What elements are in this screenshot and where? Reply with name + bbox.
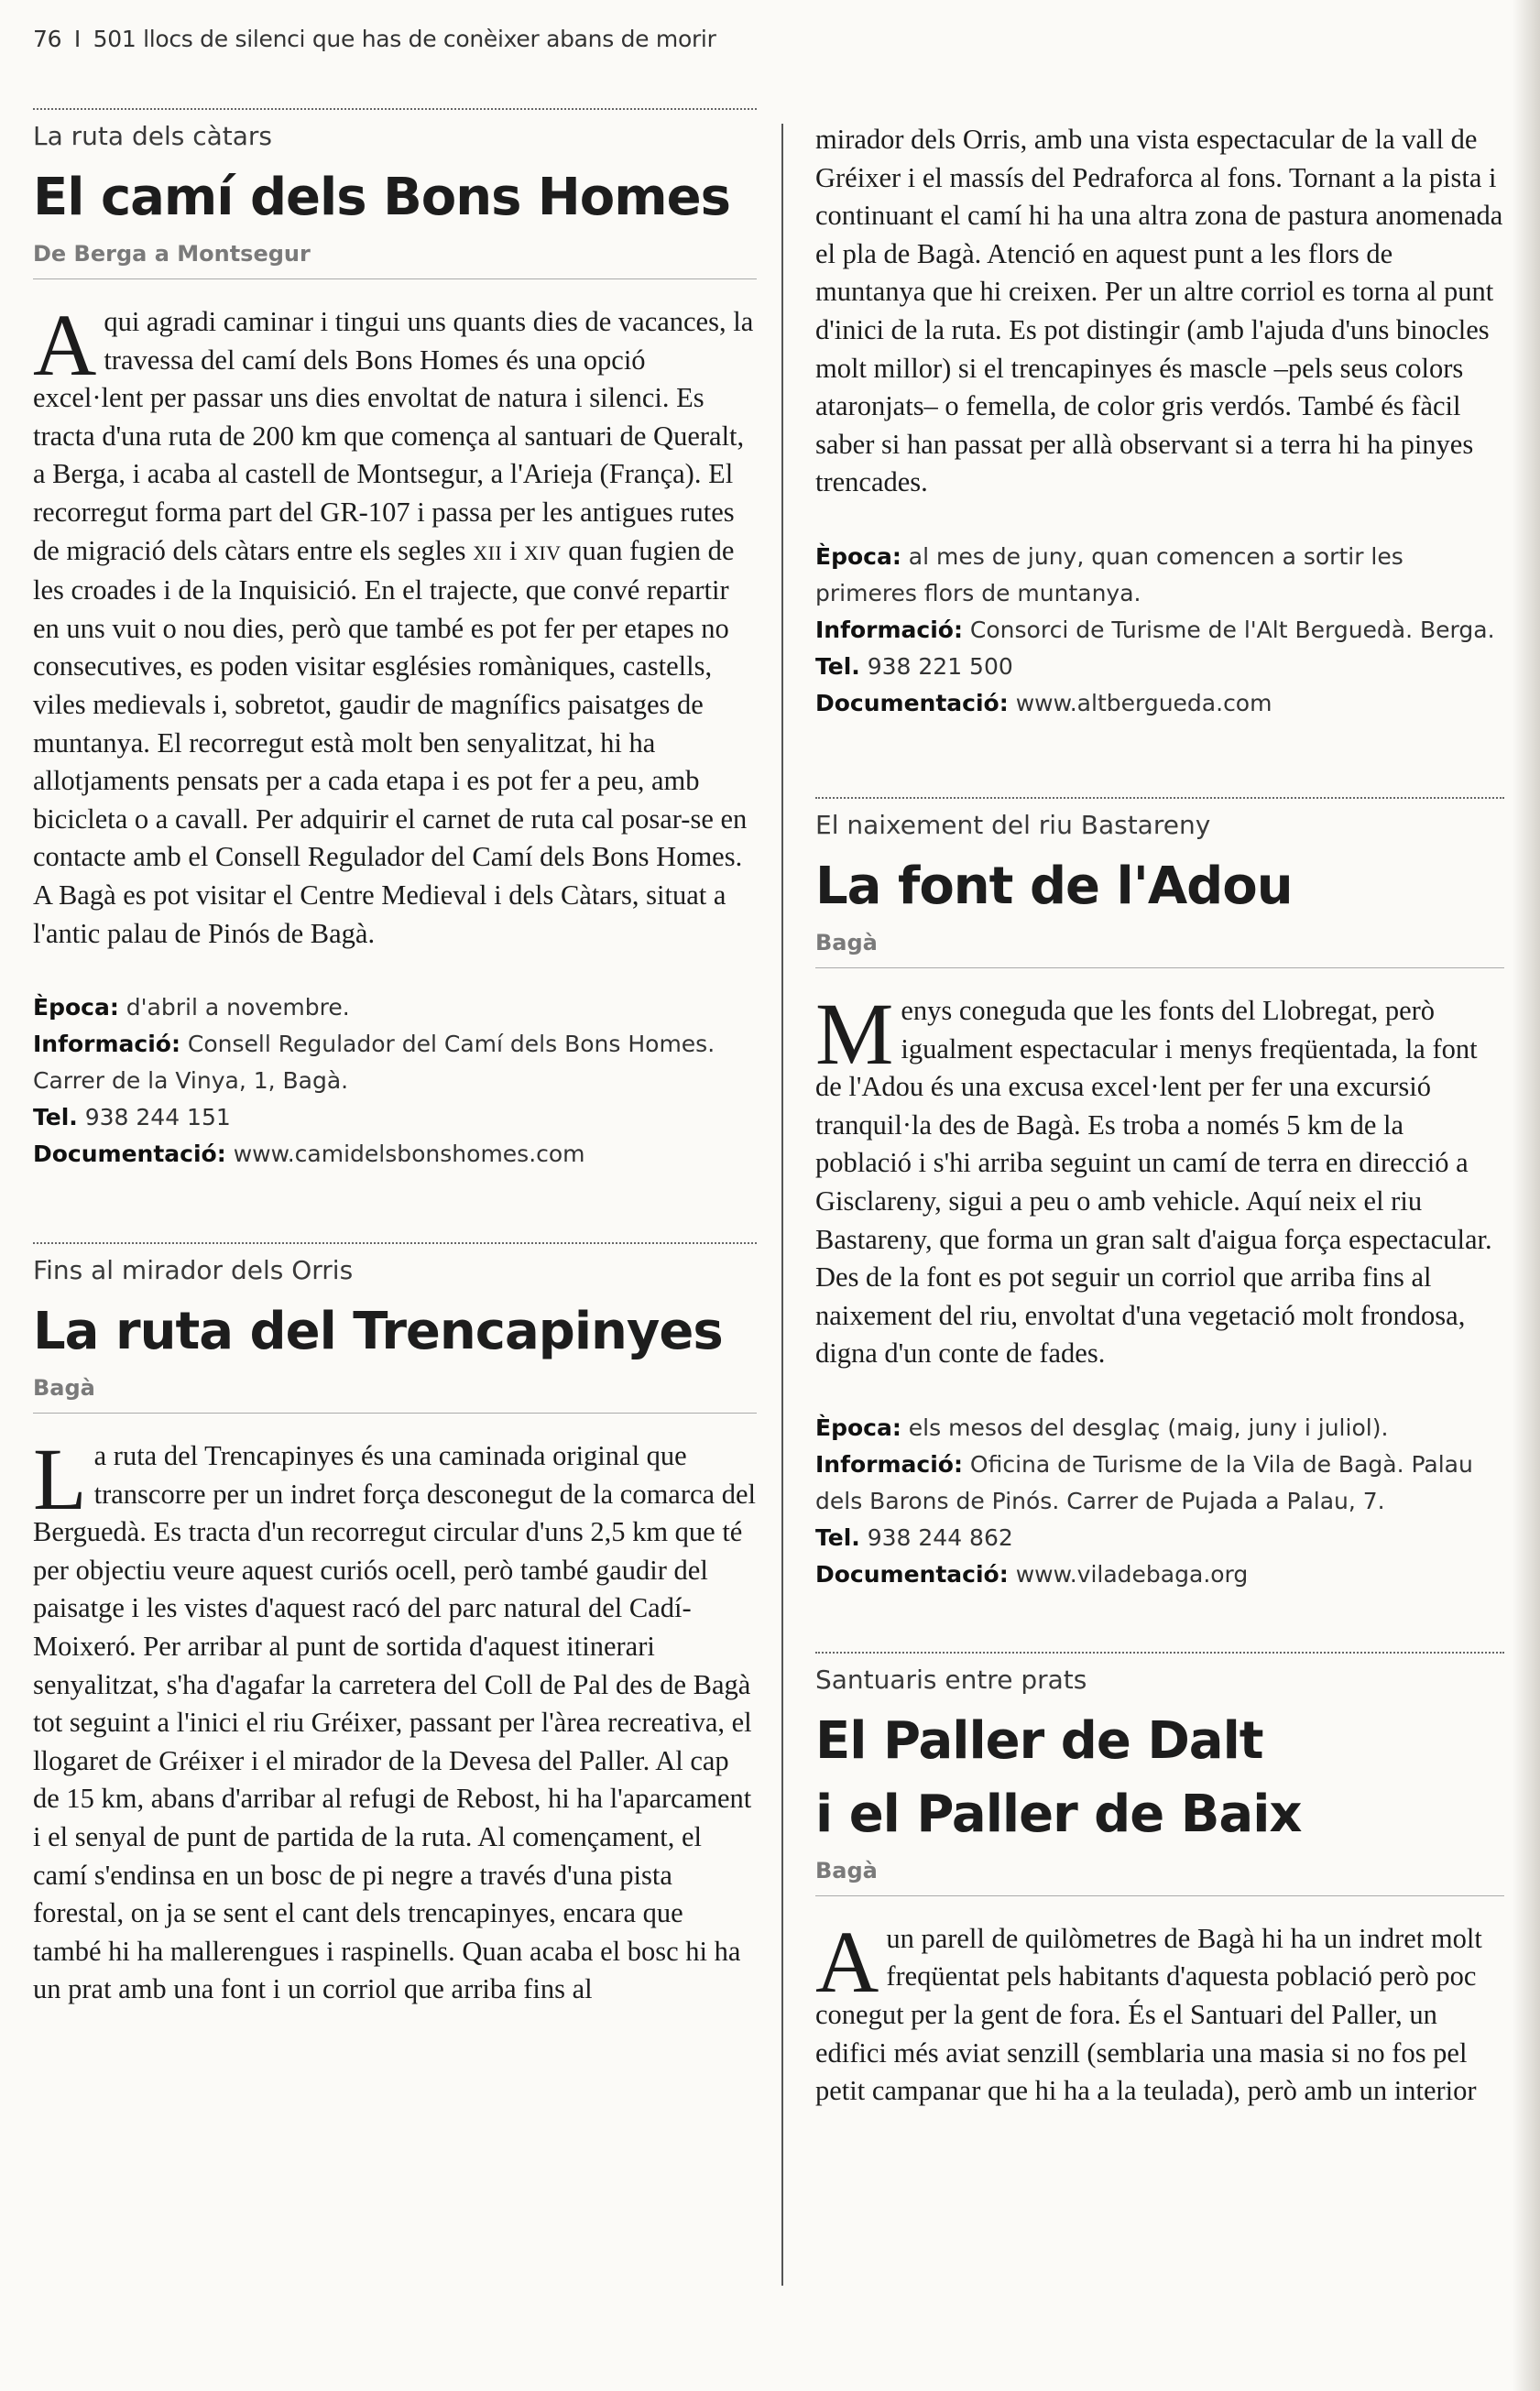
article-title: La font de l'Adou [815,856,1293,916]
info-label: Tel. [815,1523,860,1551]
info-epoca [815,539,1504,612]
article-body [33,296,757,953]
info-box [815,1410,1504,1593]
info-box [33,989,757,1173]
page-number: 76 [33,26,62,52]
body-text: enys coneguda que les fonts del Llobregat, però igualment espectacular i menys freqüentada, la font de l'Adou és una excusa excel·lent per fer una excursió tranquil·la des de Bagà. Es troba a només 5 km de la població i s'hi arriba seguint un camí de terra en direcció a Gisclareny, sigui a peu o amb vehicle. Aquí neix el riu Bastareny, que forma un gran salt d'aigua força espectacular. Des de la font es pot seguir un corriol que arriba fins al naixement del riu, envoltat d'una vegetació molt frondosa, digna d'un conte de fades. [815,994,1492,1370]
info-value: 938 221 500 [867,652,1013,680]
article-subtitle: Bagà [815,1857,878,1883]
header-separator: I [73,26,81,52]
title-rule [33,278,757,279]
info-label: Tel. [815,652,860,680]
info-label: Època: [815,1414,901,1441]
info-label: Documentació: [815,689,1009,716]
info-tel [33,1099,757,1136]
article-title-line-2: i el Paller de Baix [815,1784,1302,1844]
info-value: 938 244 862 [867,1523,1013,1551]
running-header [33,26,716,52]
info-informacio [33,1026,757,1099]
article-kicker: El naixement del riu Bastareny [815,809,1211,840]
drop-cap: L [33,1430,87,1529]
info-value: www.viladebaga.org [1015,1560,1249,1588]
drop-cap: A [33,296,97,394]
article-subtitle: De Berga a Montsegur [33,241,311,267]
article-kicker: Fins al mirador dels Orris [33,1255,354,1286]
info-informacio [815,1447,1504,1520]
right-column [815,121,1504,2111]
info-label: Informació: [815,616,963,643]
drop-cap: A [815,1912,879,2011]
dotted-rule [815,797,1504,799]
article-kicker: Santuaris entre prats [815,1664,1087,1695]
dotted-rule [33,108,757,110]
info-value: Consorci de Turisme de l'Alt Berguedà. Berga. [969,616,1495,643]
info-epoca [33,989,757,1026]
body-text-and: i [502,534,524,566]
info-value: al mes de juny, quan comencen a sortir les primeres flors de muntanya. [815,542,1403,606]
article-title: El camí dels Bons Homes [33,168,730,227]
article-subtitle: Bagà [33,1375,95,1402]
century-xiv: XIV [523,540,562,564]
info-value: d'abril a novembre. [126,994,350,1021]
title-rule [815,967,1504,968]
drop-cap: M [815,984,894,1083]
article-kicker: La ruta dels càtars [33,121,273,151]
info-epoca [815,1410,1504,1447]
body-text: a ruta del Trencapinyes és una caminada original que transcorre per un indret força desconegut de la comarca del Berguedà. Es tracta d'un recorregut circular d'uns 2,5 km que té per objectiu veure aquest curiós ocell, però també gaudir del paisatge i les vistes d'aquest racó del parc natural del Cadí-Moixeró. Per arribar al punt de sortida d'aquest itinerari senyalitzat, s'ha d'agafar la carretera del Coll de Pal des de Bagà tot seguint a l'inici el riu Gréixer, passant per l'àrea recreativa, el llogaret de Gréixer i el mirador de la Devesa del Paller. Al cap de 15 km, abans d'arribar al refugi de Rebost, hi ha l'aparcament i el senyal de punt de partida de la ruta. Al començament, el camí s'endinsa en un bosc de pi negre a través d'una pista forestal, on ja se sent el cant dels trencapinyes, encara que també hi ha mallerengues i raspinells. Quan acaba el bosc hi ha un prat amb una font i un corriol que arriba fins al [33,1440,756,2005]
info-label: Època: [33,994,119,1021]
article-body [815,984,1504,1373]
century-xii: XII [473,540,503,564]
book-title: 501 llocs de silenci que has de conèixer abans de morir [93,26,716,52]
info-label: Informació: [33,1031,180,1058]
page-edge-shadow [1513,0,1540,2391]
info-label: Informació: [815,1450,963,1478]
info-value: Consell Regulador del Camí dels Bons Homes. Carrer de la Vinya, 1, Bagà. [33,1031,715,1095]
article-ruta-trencapinyes [33,1242,757,2009]
article-paller [815,1652,1504,2111]
column-divider [781,124,783,2286]
info-label: Època: [815,542,901,570]
info-box [815,539,1504,722]
info-documentacio [815,685,1504,722]
info-tel [815,1520,1504,1556]
info-tel [815,649,1504,685]
info-documentacio [815,1556,1504,1593]
info-value: www.camidelsbonshomes.com [233,1141,585,1168]
title-rule [33,1413,757,1414]
title-rule [815,1895,1504,1896]
dotted-rule [33,1242,757,1244]
article-subtitle: Bagà [815,929,878,955]
info-label: Tel. [33,1104,78,1131]
body-text-part-1: qui agradi caminar i tingui uns quants dies de vacances, la travessa del camí dels Bons Homes és una opció excel·lent per passar uns dies envoltat de natura i silenci. Es tracta d'una ruta de 200 km que comença al santuari de Queralt, a Berga, i acaba al castell de Montsegur, a l'Arieja (França). El recorregut forma part del GR-107 i passa per les antigues rutes de migració dels càtars entre els segles [33,306,754,566]
info-value: www.altbergueda.com [1015,689,1272,716]
article-font-adou [815,797,1504,1593]
info-label: Documentació: [33,1141,226,1168]
article-cami-bons-homes [33,108,757,1173]
info-value: els mesos del desglaç (maig, juny i juliol). [908,1414,1389,1441]
info-value: 938 244 151 [84,1104,231,1131]
article-body [33,1430,757,2009]
info-informacio [815,612,1504,649]
info-value: Oficina de Turisme de la Vila de Bagà. Palau dels Barons de Pinós. Carrer de Pujada a Palau, 7. [815,1450,1473,1514]
info-label: Documentació: [815,1560,1009,1588]
article-trencapinyes-continued [815,121,1504,722]
article-body-continued: mirador dels Orris, amb una vista espectacular de la vall de Gréixer i el massís del Pedraforca al fons. Tornant a la pista i continuant el camí hi ha una altra zona de pastura anomenada el pla de Bagà. Atenció en aquest punt a les flors de muntanya que hi creixen. Per un altre corriol es torna al punt d'inici de la ruta. Es pot distingir (amb l'ajuda d'uns binocles molt millor) si el trencapinyes és mascle –pels seus colors ataronjats– o femella, de color gris verdós. També és fàcil saber si han passat per allà observant si a terra hi ha pinyes trencades. [815,124,1503,498]
article-body [815,1912,1504,2111]
info-documentacio [33,1136,757,1173]
left-column [33,108,757,2009]
body-text-part-2: quan fugien de les croades i de la Inquisició. En el trajecte, que convé repartir en uns vuit o nou dies, però que també es pot fer per etapes no consecutives, es poden visitar esglésies romàniques, castells, viles medievals i, sobretot, gaudir de magnífics paisatges de muntanya. El recorregut està molt ben senyalitzat, hi ha allotjaments pensats per a cada etapa i es pot fer a peu, amb bicicleta o a cavall. Per adquirir el carnet de ruta cal posar-se en contacte amb el Consell Regulador del Camí dels Bons Homes. A Bagà es pot visitar el Centre Medieval i dels Càtars, situat a l'antic palau de Pinós de Bagà. [33,534,748,949]
body-text: un parell de quilòmetres de Bagà hi ha un indret molt freqüentat pels habitants d'aquesta població però poc conegut per la gent de fora. És el Santuari del Paller, un edifici més aviat senzill (semblaria una masia si no fos pel petit campanar que hi ha a la teulada), però amb un interior [815,1922,1482,2107]
article-title-line-1: El Paller de Dalt [815,1710,1263,1771]
article-title: La ruta del Trencapinyes [33,1302,723,1362]
dotted-rule [815,1652,1504,1654]
